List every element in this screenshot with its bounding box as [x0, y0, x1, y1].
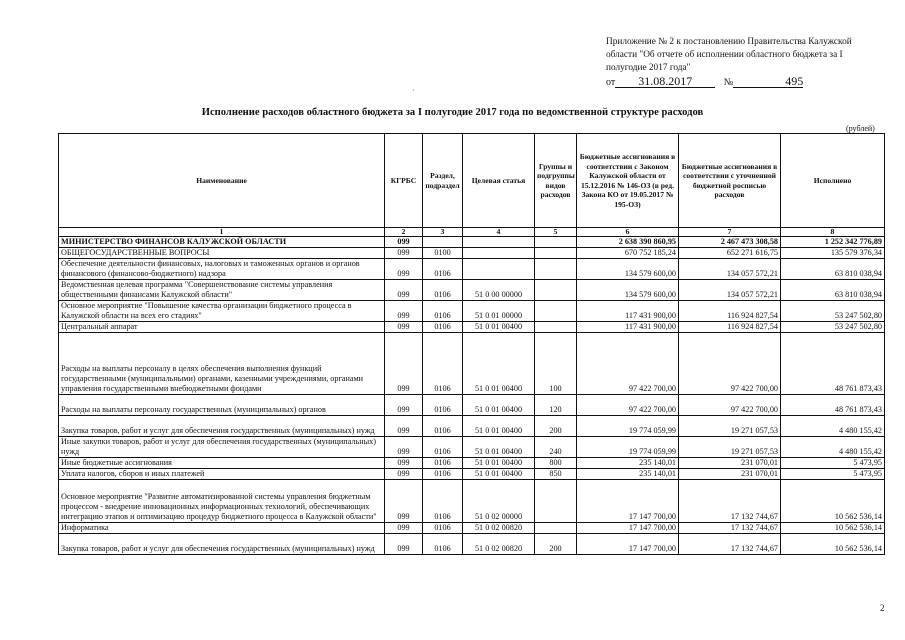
- appendix-note: [606, 36, 888, 75]
- row-plan-amount: 116 924 827,54: [679, 322, 781, 333]
- row-group: [535, 237, 577, 248]
- row-group: [535, 259, 577, 280]
- row-executed-amount: 10 562 536,14: [781, 523, 885, 534]
- row-plan-amount: 17 132 744,67: [679, 523, 781, 534]
- row-target: 51 0 00 00000: [463, 280, 535, 301]
- row-law-amount: 97 422 700,00: [577, 333, 679, 395]
- row-kgrbs: 099: [385, 534, 423, 555]
- row-section: 0106: [423, 523, 463, 534]
- row-kgrbs: 099: [385, 480, 423, 523]
- row-law-amount: 2 638 390 860,95: [577, 237, 679, 248]
- row-plan-amount: 652 271 616,75: [679, 248, 781, 259]
- row-section: 0106: [423, 280, 463, 301]
- units-label: (рублей): [846, 124, 875, 133]
- row-section: 0106: [423, 301, 463, 322]
- row-law-amount: 117 431 900,00: [577, 322, 679, 333]
- row-executed-amount: 53 247 502,80: [781, 322, 885, 333]
- date-prefix: от: [606, 77, 616, 88]
- row-plan-amount: 231 070,01: [679, 458, 781, 469]
- row-name: Уплата налогов, сборов и иных платежей: [59, 469, 385, 480]
- row-executed-amount: 4 480 155,42: [781, 437, 885, 458]
- number-prefix: №: [723, 77, 734, 88]
- column-header: КГРБС: [385, 134, 423, 228]
- row-law-amount: 117 431 900,00: [577, 301, 679, 322]
- scan-speck: ·: [412, 86, 415, 95]
- row-section: [423, 237, 463, 248]
- row-target: 51 0 01 00400: [463, 458, 535, 469]
- row-name: Основное мероприятие "Повышение качества организации бюджетного процесса в Калужской области на всех его стадиях": [59, 301, 385, 322]
- row-kgrbs: 099: [385, 259, 423, 280]
- row-section: 0106: [423, 333, 463, 395]
- row-group: [535, 523, 577, 534]
- row-plan-amount: 19 271 057,53: [679, 416, 781, 437]
- row-executed-amount: 63 810 038,94: [781, 259, 885, 280]
- row-law-amount: 19 774 059,99: [577, 416, 679, 437]
- row-executed-amount: 4 480 155,42: [781, 416, 885, 437]
- table-row: [59, 469, 885, 480]
- resolution-date-number: [606, 75, 896, 90]
- table-row: [59, 259, 885, 280]
- row-target: 51 0 01 00400: [463, 322, 535, 333]
- column-header: Раздел, подраздел: [423, 134, 463, 228]
- row-group: 200: [535, 416, 577, 437]
- row-plan-amount: 97 422 700,00: [679, 395, 781, 416]
- row-plan-amount: 2 467 473 308,58: [679, 237, 781, 248]
- column-header: Наименование: [59, 134, 385, 228]
- resolution-number: 495: [733, 75, 803, 88]
- row-kgrbs: 099: [385, 395, 423, 416]
- appendix-line: Приложение № 2 к постановлению Правительства Калужской: [606, 37, 852, 47]
- row-law-amount: 19 774 059,99: [577, 437, 679, 458]
- row-law-amount: 17 147 700,00: [577, 480, 679, 523]
- table-row: [59, 248, 885, 259]
- row-name: Информатика: [59, 523, 385, 534]
- row-section: 0106: [423, 395, 463, 416]
- row-target: 51 0 01 00400: [463, 333, 535, 395]
- row-target: 51 0 01 00400: [463, 469, 535, 480]
- table-row: [59, 437, 885, 458]
- row-name: Закупка товаров, работ и услуг для обеспечения государственных (муниципальных) нужд: [59, 534, 385, 555]
- row-target: [463, 248, 535, 259]
- row-executed-amount: 48 761 873,43: [781, 395, 885, 416]
- row-target: 51 0 02 00820: [463, 534, 535, 555]
- row-law-amount: 134 579 600,00: [577, 280, 679, 301]
- row-group: [535, 480, 577, 523]
- row-kgrbs: 099: [385, 301, 423, 322]
- row-name: Обеспечение деятельности финансовых, налоговых и таможенных органов и органов финансового (финансово-бюджетного) надзора: [59, 259, 385, 280]
- row-plan-amount: 17 132 744,67: [679, 480, 781, 523]
- row-name: МИНИСТЕРСТВО ФИНАНСОВ КАЛУЖСКОЙ ОБЛАСТИ: [59, 237, 385, 248]
- row-law-amount: 235 140,01: [577, 469, 679, 480]
- row-group: [535, 280, 577, 301]
- row-group: 240: [535, 437, 577, 458]
- row-group: 200: [535, 534, 577, 555]
- row-kgrbs: 099: [385, 280, 423, 301]
- column-header: Бюджетные ассигнования в соответствии с уточненной бюджетной росписью расходов: [679, 134, 781, 228]
- row-name: Ведомственная целевая программа "Совершенствование системы управления общественными финансами Калужской области": [59, 280, 385, 301]
- row-target: [463, 259, 535, 280]
- row-law-amount: 17 147 700,00: [577, 534, 679, 555]
- row-target: 51 0 01 00000: [463, 301, 535, 322]
- row-section: 0100: [423, 248, 463, 259]
- row-kgrbs: 099: [385, 333, 423, 395]
- row-executed-amount: 10 562 536,14: [781, 534, 885, 555]
- row-section: 0106: [423, 416, 463, 437]
- row-group: [535, 248, 577, 259]
- row-target: 51 0 02 00000: [463, 480, 535, 523]
- row-section: 0106: [423, 437, 463, 458]
- expenditure-table: [58, 133, 885, 555]
- table-row: [59, 322, 885, 333]
- row-plan-amount: 231 070,01: [679, 469, 781, 480]
- table-row: [59, 534, 885, 555]
- column-number: 5: [535, 228, 577, 237]
- row-law-amount: 235 140,01: [577, 458, 679, 469]
- column-number: 7: [679, 228, 781, 237]
- row-kgrbs: 099: [385, 322, 423, 333]
- row-target: [463, 237, 535, 248]
- column-header: Группы и подгруппы видов расходов: [535, 134, 577, 228]
- row-plan-amount: 134 057 572,21: [679, 259, 781, 280]
- row-law-amount: 670 752 185,24: [577, 248, 679, 259]
- row-plan-amount: 19 271 057,53: [679, 437, 781, 458]
- row-kgrbs: 099: [385, 437, 423, 458]
- row-kgrbs: 099: [385, 523, 423, 534]
- table-row: [59, 237, 885, 248]
- column-number: 4: [463, 228, 535, 237]
- table-row: [59, 333, 885, 395]
- row-target: 51 0 01 00400: [463, 437, 535, 458]
- table-row: [59, 280, 885, 301]
- row-target: 51 0 02 00820: [463, 523, 535, 534]
- row-law-amount: 97 422 700,00: [577, 395, 679, 416]
- row-kgrbs: 099: [385, 458, 423, 469]
- column-number: 8: [781, 228, 885, 237]
- row-group: 850: [535, 469, 577, 480]
- row-name: Иные закупки товаров, работ и услуг для обеспечения государственных (муниципальных) нужд: [59, 437, 385, 458]
- table-header-row: [59, 134, 885, 228]
- row-section: 0106: [423, 534, 463, 555]
- column-header: Целевая статья: [463, 134, 535, 228]
- row-group: [535, 301, 577, 322]
- row-name: Иные бюджетные ассигнования: [59, 458, 385, 469]
- row-section: 0106: [423, 480, 463, 523]
- row-group: 120: [535, 395, 577, 416]
- column-number: 3: [423, 228, 463, 237]
- resolution-date: 31.08.2017: [615, 75, 715, 88]
- column-number: 1: [59, 228, 385, 237]
- column-number-row: [59, 228, 885, 237]
- table-row: [59, 523, 885, 534]
- row-name: Расходы на выплаты персоналу государственных (муниципальных) органов: [59, 395, 385, 416]
- table-row: [59, 416, 885, 437]
- row-group: 800: [535, 458, 577, 469]
- row-executed-amount: 5 473,95: [781, 458, 885, 469]
- document-title: Исполнение расходов областного бюджета за I полугодие 2017 года по ведомственной структуре расходов: [201, 107, 704, 118]
- table-row: [59, 395, 885, 416]
- row-name: Центральный аппарат: [59, 322, 385, 333]
- row-kgrbs: 099: [385, 237, 423, 248]
- row-executed-amount: 10 562 536,14: [781, 480, 885, 523]
- row-executed-amount: 53 247 502,80: [781, 301, 885, 322]
- row-executed-amount: 1 252 342 776,89: [781, 237, 885, 248]
- row-group: 100: [535, 333, 577, 395]
- column-header: Исполнено: [781, 134, 885, 228]
- row-kgrbs: 099: [385, 416, 423, 437]
- row-law-amount: 17 147 700,00: [577, 523, 679, 534]
- row-name: Закупка товаров, работ и услуг для обеспечения государственных (муниципальных) нужд: [59, 416, 385, 437]
- row-target: 51 0 01 00400: [463, 395, 535, 416]
- row-section: 0106: [423, 469, 463, 480]
- row-target: 51 0 01 00400: [463, 416, 535, 437]
- row-executed-amount: 5 473,95: [781, 469, 885, 480]
- row-section: 0106: [423, 322, 463, 333]
- table-row: [59, 480, 885, 523]
- row-group: [535, 322, 577, 333]
- row-plan-amount: 17 132 744,67: [679, 534, 781, 555]
- page-number: 2: [880, 603, 885, 613]
- row-executed-amount: 48 761 873,43: [781, 333, 885, 395]
- row-executed-amount: 135 579 376,34: [781, 248, 885, 259]
- table-row: [59, 458, 885, 469]
- row-executed-amount: 63 810 038,94: [781, 280, 885, 301]
- row-section: 0106: [423, 259, 463, 280]
- row-plan-amount: 97 422 700,00: [679, 333, 781, 395]
- row-section: 0106: [423, 458, 463, 469]
- row-kgrbs: 099: [385, 469, 423, 480]
- row-name: Расходы на выплаты персоналу в целях обеспечения выполнения функций государственными (муниципальными) органами, казенными учреждениями, органами управления государственными внебюджетными фондами: [59, 333, 385, 395]
- column-number: 2: [385, 228, 423, 237]
- row-kgrbs: 099: [385, 248, 423, 259]
- row-name: Основное мероприятие "Развитие автоматизированной системы управления бюджетным процессом - внедрение инновационных информационных технологий, обеспечивающих интеграцию этапов и оптимизацию процедур бюджетного процесса в Калужской области": [59, 480, 385, 523]
- table-row: [59, 301, 885, 322]
- appendix-line: полугодие 2017 года": [606, 63, 691, 73]
- row-plan-amount: 134 057 572,21: [679, 280, 781, 301]
- column-header: Бюджетные ассигнования в соответствии с Законом Калужской области от 15.12.2016 № 146-ОЗ (в ред. Закона КО от 19.05.2017 № 195-ОЗ): [577, 134, 679, 228]
- appendix-line: области "Об отчете об исполнении областного бюджета за I: [606, 50, 843, 60]
- row-plan-amount: 116 924 827,54: [679, 301, 781, 322]
- column-number: 6: [577, 228, 679, 237]
- row-name: ОБЩЕГОСУДАРСТВЕННЫЕ ВОПРОСЫ: [59, 248, 385, 259]
- row-law-amount: 134 579 600,00: [577, 259, 679, 280]
